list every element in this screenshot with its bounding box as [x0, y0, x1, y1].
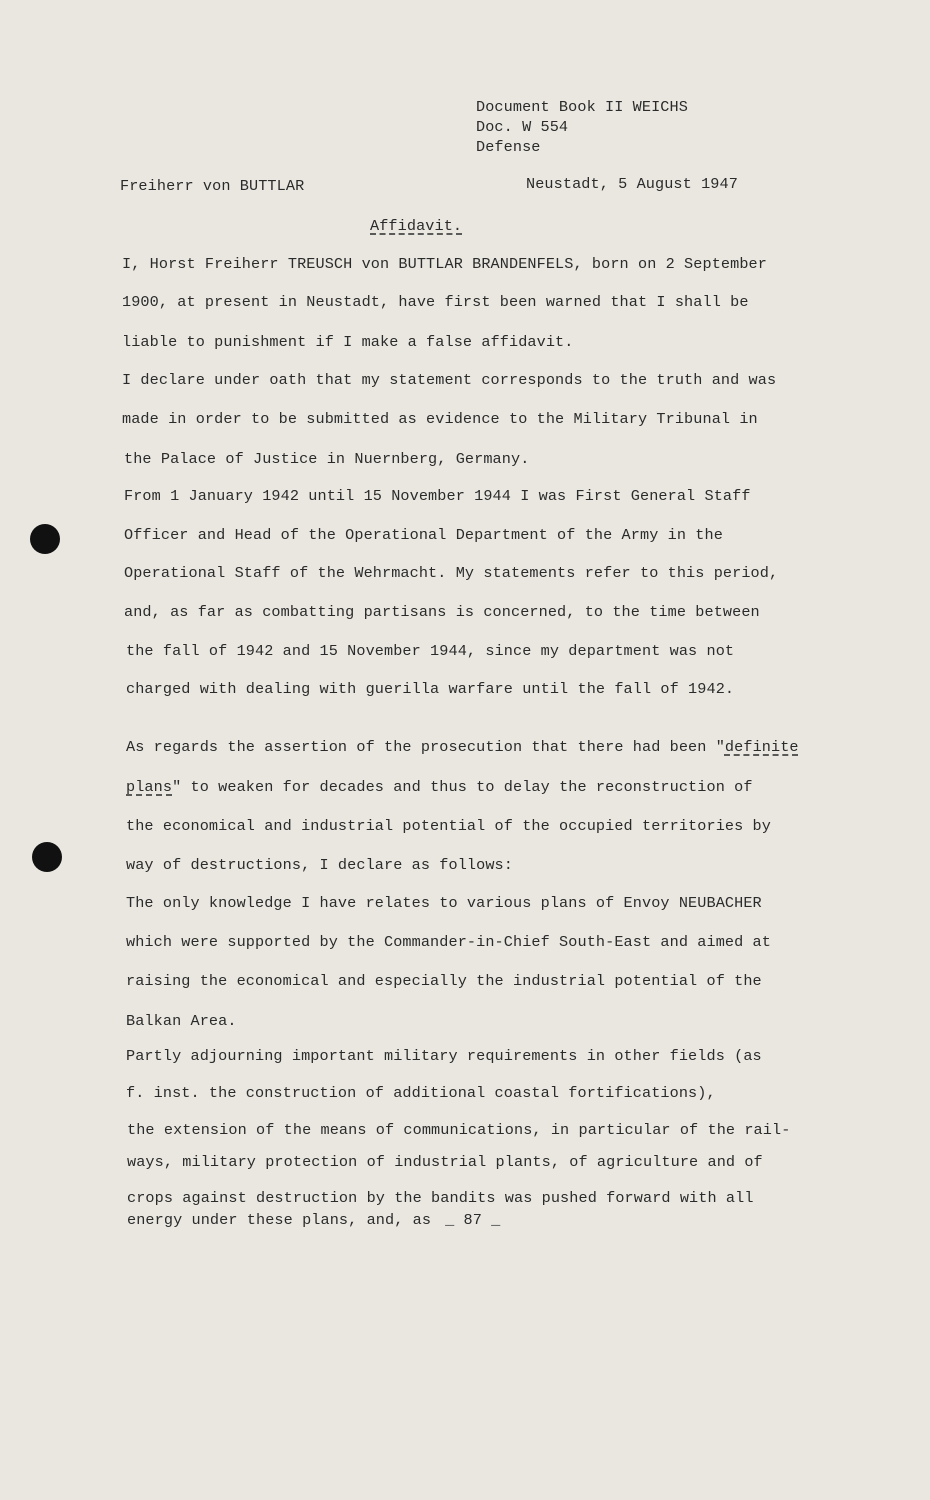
body-line-9: Operational Staff of the Wehrmacht. My statements refer to this period, [124, 564, 779, 582]
header-line-3: Defense [476, 138, 541, 156]
body-line-17: The only knowledge I have relates to various plans of Envoy NEUBACHER [126, 894, 762, 912]
body-line-5: made in order to be submitted as evidence to the Military Tribunal in [122, 410, 758, 428]
body-line-19: raising the economical and especially the industrial potential of the [126, 972, 762, 990]
body-line-15: the economical and industrial potential of the occupied territories by [126, 817, 771, 835]
body-line-10: and, as far as combatting partisans is concerned, to the time between [124, 603, 760, 621]
emphasis-definite: definite [724, 738, 799, 756]
body-line-13 [126, 738, 799, 756]
body-line-2: 1900, at present in Neustadt, have first been warned that I shall be [122, 293, 749, 311]
document-title: Affidavit. [370, 217, 463, 235]
body-line-8: Officer and Head of the Operational Department of the Army in the [124, 526, 723, 544]
punch-hole-bottom [32, 842, 62, 872]
body-line-12: charged with dealing with guerilla warfare until the fall of 1942. [126, 680, 735, 698]
emphasis-plans: plans [126, 778, 173, 796]
body-line-24: ways, military protection of industrial plants, of agriculture and of [127, 1153, 763, 1171]
body-line-6: the Palace of Justice in Nuernberg, Germany. [124, 450, 530, 468]
body-line-1: I, Horst Freiherr TREUSCH von BUTTLAR BRANDENFELS, born on 2 September [122, 255, 767, 273]
body-line-3: liable to punishment if I make a false affidavit. [122, 333, 574, 351]
body-line-13-text: As regards the assertion of the prosecution that there had been " [126, 738, 725, 756]
body-line-26 [127, 1211, 500, 1229]
page-number: _ 87 _ [445, 1211, 501, 1229]
punch-hole-top [30, 524, 60, 554]
body-line-21: Partly adjourning important military requirements in other fields (as [126, 1047, 762, 1065]
body-line-11: the fall of 1942 and 15 November 1944, since my department was not [126, 642, 735, 660]
place-date: Neustadt, 5 August 1947 [526, 175, 738, 193]
sender-name: Freiherr von BUTTLAR [120, 177, 305, 195]
body-line-7: From 1 January 1942 until 15 November 1944 I was First General Staff [124, 487, 751, 505]
body-line-26-text: energy under these plans, and, as [127, 1211, 432, 1229]
body-line-23: the extension of the means of communications, in particular of the rail- [127, 1121, 791, 1139]
body-line-4: I declare under oath that my statement corresponds to the truth and was [122, 371, 777, 389]
body-line-14-text: " to weaken for decades and thus to delay the reconstruction of [172, 778, 753, 796]
body-line-20: Balkan Area. [126, 1012, 237, 1030]
body-line-22: f. inst. the construction of additional coastal fortifications), [126, 1084, 716, 1102]
body-line-25: crops against destruction by the bandits was pushed forward with all [127, 1189, 754, 1207]
body-line-14 [126, 778, 753, 796]
header-line-2: Doc. W 554 [476, 118, 569, 136]
body-line-16: way of destructions, I declare as follows: [126, 856, 513, 874]
body-line-18: which were supported by the Commander-in-Chief South-East and aimed at [126, 933, 771, 951]
header-line-1: Document Book II WEICHS [476, 98, 688, 116]
